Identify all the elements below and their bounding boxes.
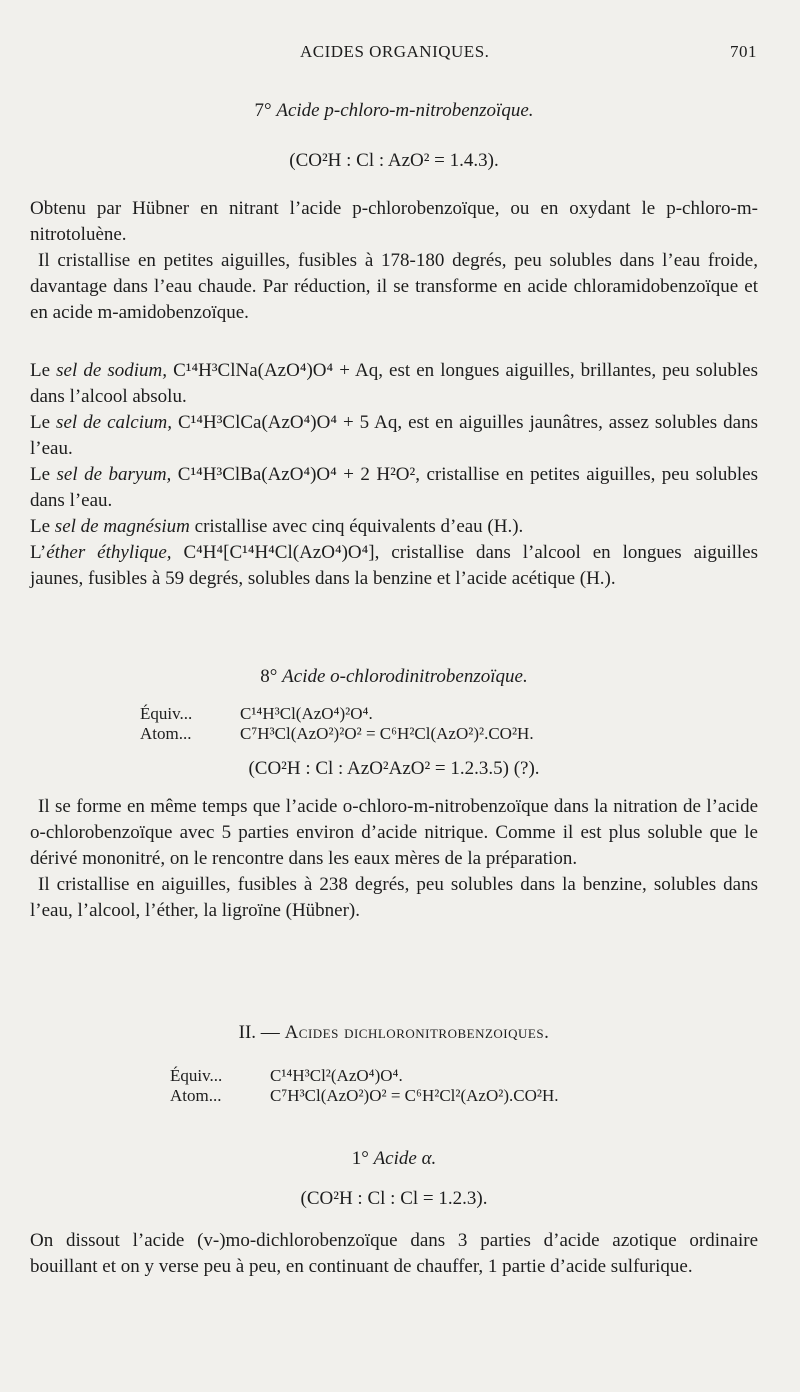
section-7-body <box>30 196 758 326</box>
equiv-row <box>170 1066 750 1086</box>
salt-name: sel de calcium, <box>56 412 172 433</box>
atom-label: Atom... <box>140 724 192 743</box>
page-number: 701 <box>730 42 757 61</box>
salt-sodium: Le sel de sodium, C¹⁴H³ClNa(AzO⁴)O⁴ + Aq, est en longues aiguilles, brillantes, peu solubles dans l’alcool absolu. <box>30 360 759 407</box>
section-7-number: 7° <box>254 100 272 121</box>
section-8-formulas <box>140 704 740 744</box>
equiv-label: Équiv... <box>140 704 193 723</box>
salt-name: sel de magnésium <box>54 516 190 537</box>
section-8-number: 8° <box>260 666 278 687</box>
section-1-title: Acide α. <box>373 1148 437 1169</box>
atom-formula: C⁷H³Cl(AzO²)O² = C⁶H²Cl²(AzO²).CO²H. <box>270 1086 559 1105</box>
section-1-body <box>30 1228 758 1280</box>
salt-name: sel de sodium, <box>56 360 168 381</box>
section-1-paragraph-1: On dissout l’acide (v-)mo-dichlorobenzoïque dans 3 parties d’acide azotique ordinaire bouillant et on y verse peu à peu, en continuant de chauffer, 1 partie d’acide sulfurique. <box>30 1230 758 1277</box>
section-II-number: II. — <box>238 1022 280 1043</box>
equiv-formula: C¹⁴H³Cl(AzO⁴)²O⁴. <box>240 704 373 723</box>
section-1-number: 1° <box>351 1148 369 1169</box>
salt-calcium: Le sel de calcium, C¹⁴H³ClCa(AzO⁴)O⁴ + 5 Aq, est en aiguilles jaunâtres, assez solubles dans l’eau. <box>30 412 759 459</box>
equiv-formula: C¹⁴H³Cl²(AzO⁴)O⁴. <box>270 1066 403 1085</box>
section-8-paragraph-1: Il se forme en même temps que l’acide o-chloro-m-nitrobenzoïque dans la nitration de l’acide o-chlorobenzoïque avec 5 parties environ d’acide nitrique. Comme il est plus soluble que le dérivé mononitré, on le rencontre dans les eaux mères de la préparation. <box>30 796 758 869</box>
section-II-formulas <box>170 1066 750 1106</box>
section-1-heading <box>30 1146 758 1172</box>
section-7-paragraph-1: Obtenu par Hübner en nitrant l’acide p-chlorobenzoïque, ou en oxydant le p-chloro-m-nitrotoluène. <box>30 198 758 245</box>
section-8-title: Acide o-chlorodinitrobenzoïque. <box>282 666 528 687</box>
atom-row <box>170 1086 750 1106</box>
atom-formula: C⁷H³Cl(AzO²)²O² = C⁶H²Cl(AzO²)².CO²H. <box>240 724 534 743</box>
ether-ethylique: L’éther éthylique, C⁴H⁴[C¹⁴H⁴Cl(AzO⁴)O⁴], cristallise dans l’alcool en longues aiguilles jaunes, fusibles à 59 degrés, solubles dans la benzine et l’acide acétique (H.). <box>30 542 758 589</box>
section-1-ratio: (CO²H : Cl : Cl = 1.2.3). <box>300 1188 488 1209</box>
section-II-heading <box>30 1020 758 1046</box>
section-7-title: Acide p-chloro-m-nitrobenzoïque. <box>276 100 534 121</box>
salt-name: sel de baryum, <box>56 464 172 485</box>
section-7-salts <box>30 358 758 592</box>
section-8-body <box>30 794 758 924</box>
section-II-title: Acides dichloronitrobenzoiques. <box>284 1022 550 1043</box>
salt-magnesium: Le sel de magnésium cristallise avec cinq équivalents d’eau (H.). <box>30 516 524 537</box>
section-7-paragraph-2: Il cristallise en petites aiguilles, fusibles à 178-180 degrés, peu solubles dans l’eau froide, davantage dans l’eau chaude. Par réduction, il se transforme en acide chloramidobenzoïque et en acide m-amidobenzoïque. <box>30 250 758 323</box>
section-8-heading <box>30 664 758 690</box>
section-8-ratio: (CO²H : Cl : AzO²AzO² = 1.2.3.5) (?). <box>248 758 540 779</box>
atom-row <box>140 724 740 744</box>
running-title: ACIDES ORGANIQUES. <box>300 42 490 61</box>
section-7-ratio: (CO²H : Cl : AzO² = 1.4.3). <box>289 150 499 171</box>
salt-name: éther éthylique, <box>46 542 172 563</box>
section-7-heading <box>30 98 758 124</box>
equiv-label: Équiv... <box>170 1066 223 1085</box>
salt-baryum: Le sel de baryum, C¹⁴H³ClBa(AzO⁴)O⁴ + 2 H²O², cristallise en petites aiguilles, peu solubles dans l’eau. <box>30 464 758 511</box>
running-header <box>0 38 800 64</box>
section-8-paragraph-2: Il cristallise en aiguilles, fusibles à 238 degrés, peu solubles dans la benzine, solubles dans l’eau, l’alcool, l’éther, la ligroïne (Hübner). <box>30 874 758 921</box>
atom-label: Atom... <box>170 1086 222 1105</box>
equiv-row <box>140 704 740 724</box>
